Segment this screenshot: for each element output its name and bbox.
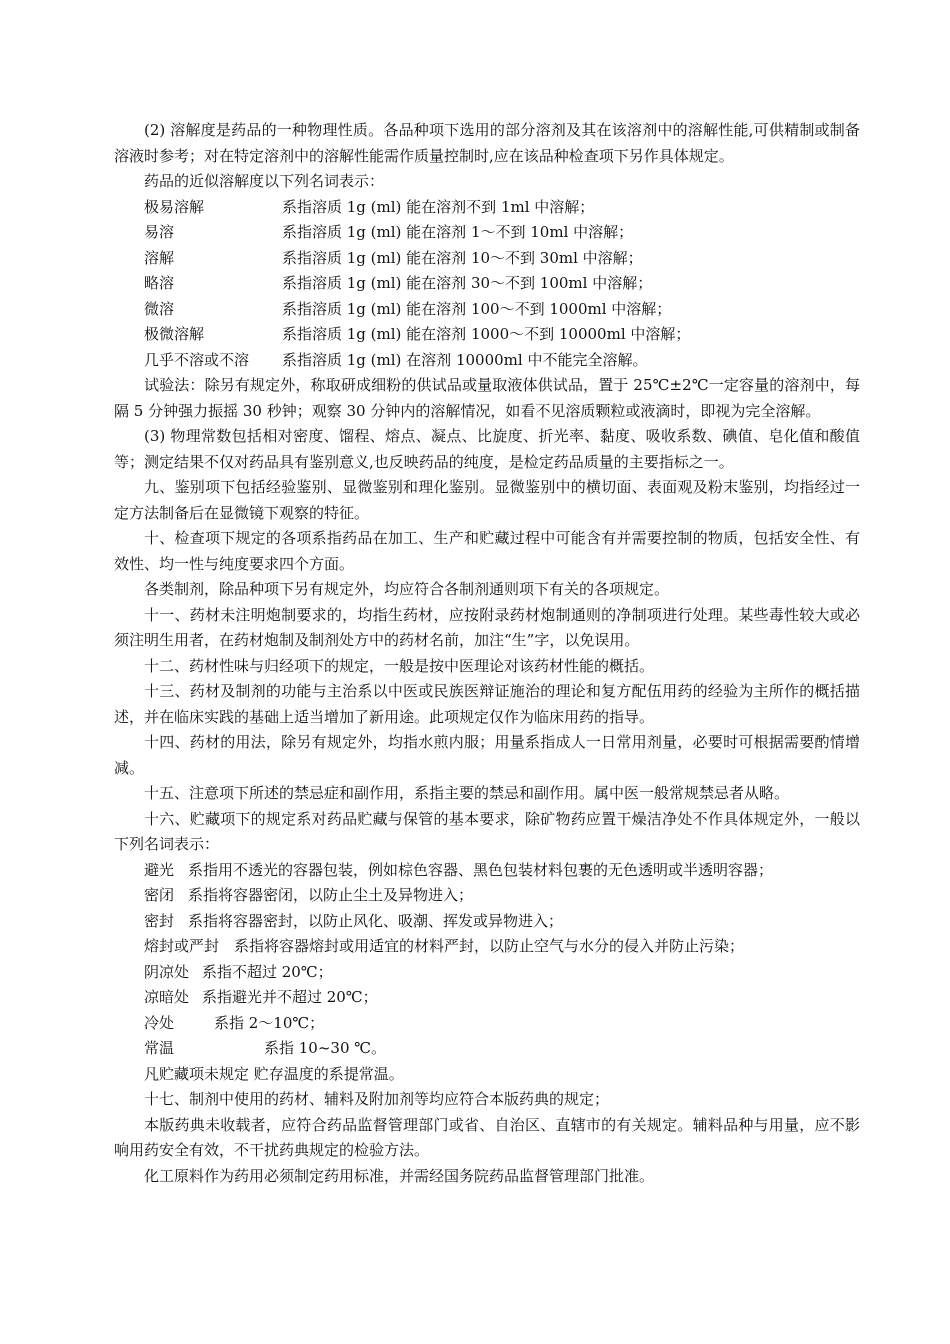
storage-note: 凡贮藏项未规定 贮存温度的系提常温。 (144, 1064, 404, 1083)
storage-term-row (114, 985, 860, 1011)
term-definition: 系指溶质 1g (ml) 在溶剂 10000ml 中不能完全溶解。 (282, 350, 648, 369)
paragraph-item-11: 十一、药材未注明炮制要求的，均指生药材，应按附录药材炮制通则的净制项进行处理。某些毒性较大或必须注明生用者，在药材炮制及制剂处方中的药材名前，加注“生”字，以免误用。 (114, 605, 860, 649)
solubility-term-row (114, 195, 860, 221)
solubility-term-row (114, 246, 860, 272)
paragraph-test-method: 试验法：除另有规定外，称取研成细粉的供试品或量取液体供试品，置于 25℃±2℃一定容量的溶剂中，每隔 5 分钟强力振摇 30 秒钟；观察 30 分钟内的溶解情况，如看不见溶质颗粒或液滴时，即视为完全溶解。 (114, 376, 860, 420)
storage-term-list (114, 858, 860, 1062)
term-label: 冷处 (144, 1013, 175, 1032)
paragraph-item-17: 十七、制剂中使用的药材、辅料及附加剂等均应符合本版药典的规定； (144, 1090, 610, 1108)
solubility-term-row (114, 348, 860, 374)
solubility-term-row (114, 322, 860, 348)
term-label: 熔封或严封 (144, 937, 220, 955)
storage-term-row (114, 960, 860, 986)
term-label: 密闭 (144, 886, 175, 904)
term-definition: 系指将容器熔封或用适宜的材料严封，以防止空气与水分的侵入并防止污染； (234, 937, 745, 955)
term-definition: 系指溶质 1g (ml) 能在溶剂 30～不到 100ml 中溶解； (282, 274, 653, 292)
term-label: 凉暗处 (144, 988, 190, 1006)
paragraph-item-9: 九、鉴别项下包括经验鉴别、显微鉴别和理化鉴别。显微鉴别中的横切面、表面观及粉末鉴别，均指经过一定方法制备后在显微镜下观察的特征。 (114, 478, 860, 522)
solubility-term-row (114, 220, 860, 246)
paragraph-item-14: 十四、药材的用法，除另有规定外，均指水煎内服；用量系指成人一日常用剂量，必要时可根据需要酌情增减。 (114, 733, 860, 777)
storage-term-row (114, 1036, 860, 1062)
term-definition: 系指溶质 1g (ml) 能在溶剂不到 1ml 中溶解； (282, 197, 595, 216)
term-label: 易溶 (144, 223, 175, 241)
paragraph-solubility: (2) 溶解度是药品的一种物理性质。各品种项下选用的部分溶剂及其在该溶剂中的溶解性能,可供精制或制备溶液时参考；对在特定溶剂中的溶解性能需作质量控制时,应在该品种检查项下另作具体规定。 (114, 121, 860, 165)
term-label: 避光 (144, 860, 175, 879)
term-label: 常温 (144, 1039, 175, 1057)
term-definition: 系指将容器密闭，以防止尘土及异物进入； (188, 886, 474, 904)
term-definition: 系指溶质 1g (ml) 能在溶剂 1000～不到 10000ml 中溶解； (282, 325, 691, 343)
paragraph-item-15: 十五、注意项下所述的禁忌症和副作用，系指主要的禁忌和副作用。属中医一般常规禁忌者从略。 (144, 784, 790, 802)
term-definition: 系指不超过 20℃； (202, 962, 333, 981)
term-label: 微溶 (144, 299, 175, 318)
term-definition: 系指避光并不超过 20℃； (202, 988, 378, 1006)
solubility-term-row (114, 297, 860, 323)
paragraph-item-16: 十六、贮藏项下的规定系对药品贮藏与保管的基本要求，除矿物药应置干燥洁净处不作具体规定外，一般以下列名词表示： (114, 809, 860, 853)
storage-term-row (114, 909, 860, 935)
term-label: 密封 (144, 911, 175, 930)
paragraph-item-12: 十二、药材性味与归经项下的规定，一般是按中医理论对该药材性能的概括。 (144, 656, 655, 675)
term-definition: 系指 2～10℃； (214, 1013, 325, 1032)
term-definition: 系指将容器密封，以防止风化、吸潮、挥发或异物进入； (188, 911, 564, 930)
paragraph-item-13: 十三、药材及制剂的功能与主治系以中医或民族医辩证施治的理论和复方配伍用药的经验为主所作的概括描述，并在临床实践的基础上适当增加了新用途。此项规定仅作为临床用药的指导。 (114, 682, 860, 726)
paragraph-item-17-c: 化工原料作为药用必须制定药用标准，并需经国务院药品监督管理部门批准。 (144, 1166, 655, 1185)
storage-term-row (114, 1011, 860, 1037)
term-label: 几乎不溶或不溶 (144, 350, 250, 369)
paragraph-item-10-b: 各类制剂，除品种项下另有规定外，均应符合各制剂通则项下有关的各项规定。 (144, 580, 670, 598)
paragraph-item-17-b: 本版药典未收载者，应符合药品监督管理部门或省、自治区、直辖市的有关规定。辅料品种与用量，应不影响用药安全有效，不干扰药典规定的检验方法。 (114, 1115, 860, 1159)
solubility-term-row (114, 271, 860, 297)
term-definition: 系指溶质 1g (ml) 能在溶剂 100～不到 1000ml 中溶解； (282, 299, 672, 318)
term-definition: 系指溶质 1g (ml) 能在溶剂 1～不到 10ml 中溶解； (282, 223, 634, 241)
term-label: 极易溶解 (144, 197, 205, 216)
term-definition: 系指 10~30 ℃。 (264, 1039, 387, 1057)
storage-term-row (114, 858, 860, 884)
paragraph-item-10: 十、检查项下规定的各项系指药品在加工、生产和贮藏过程中可能含有并需要控制的物质，包括安全性、有效性、均一性与纯度要求四个方面。 (114, 529, 860, 573)
term-label: 溶解 (144, 248, 175, 267)
term-definition: 系指溶质 1g (ml) 能在溶剂 10～不到 30ml 中溶解； (282, 248, 643, 267)
solubility-intro: 药品的近似溶解度以下列名词表示： (144, 172, 385, 190)
term-label: 极微溶解 (144, 325, 205, 343)
term-definition: 系指用不透光的容器包装，例如棕色容器、黑色包装材料包裹的无色透明或半透明容器； (188, 860, 774, 879)
term-label: 略溶 (144, 274, 175, 292)
term-label: 阴凉处 (144, 962, 190, 981)
solubility-term-list (114, 195, 860, 374)
paragraph-physical-constants: (3) 物理常数包括相对密度、馏程、熔点、凝点、比旋度、折光率、黏度、吸收系数、碘值、皂化值和酸值等；测定结果不仅对药品具有鉴别意义,也反映药品的纯度，是检定药品质量的主要指标之一。 (114, 427, 860, 471)
storage-term-row (114, 883, 860, 909)
storage-term-row (114, 934, 860, 960)
